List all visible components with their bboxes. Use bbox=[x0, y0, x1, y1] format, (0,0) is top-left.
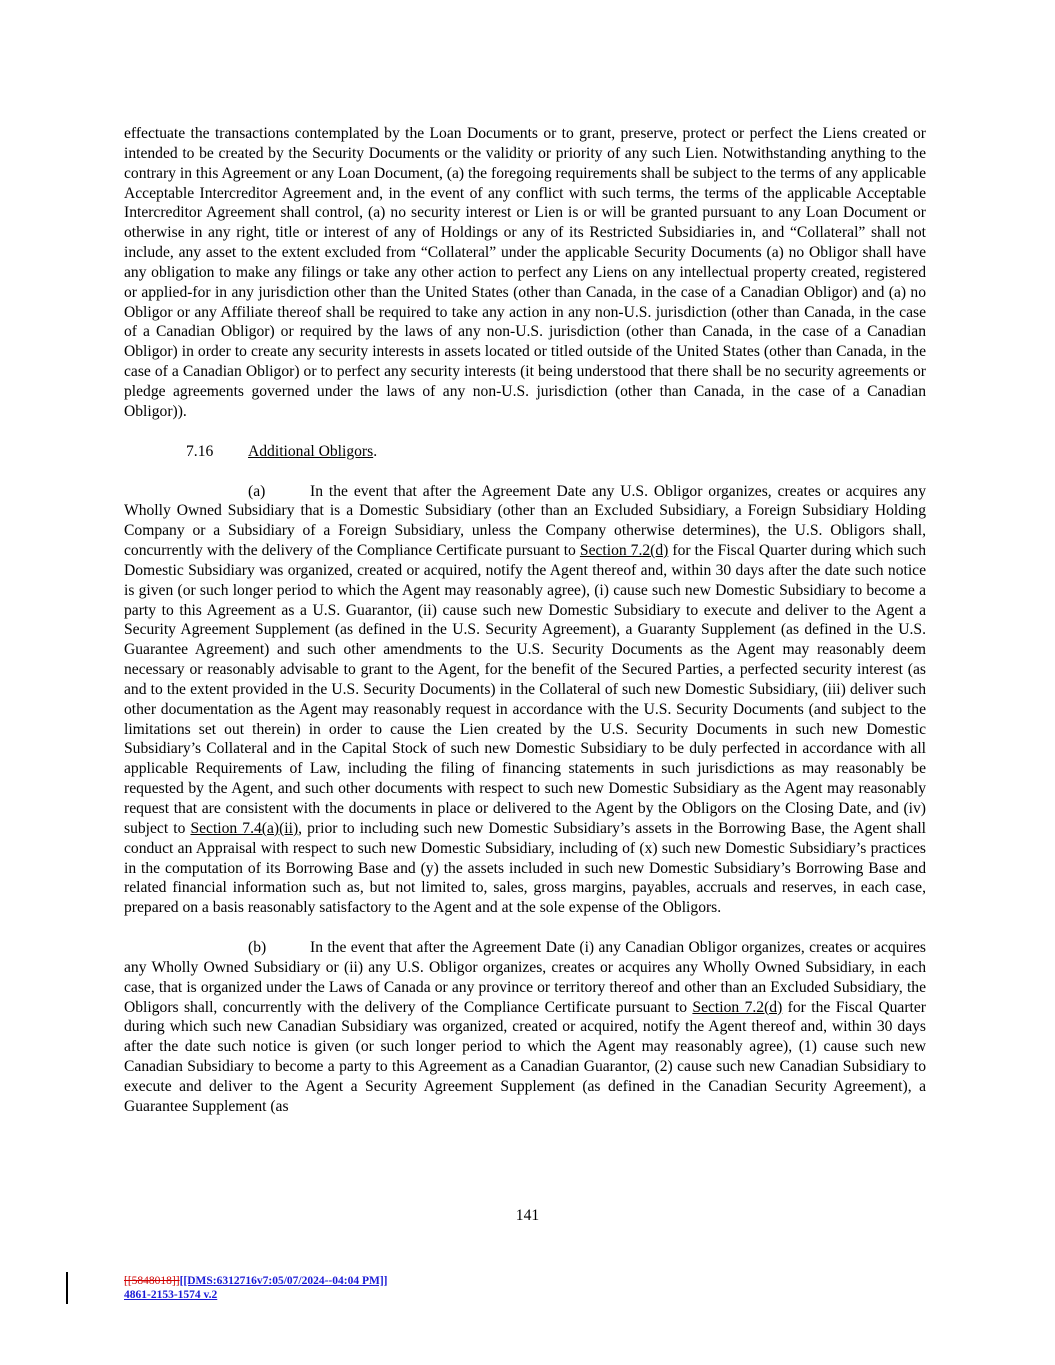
cross-reference-section-7-4aii: Section 7.4(a)(ii) bbox=[190, 819, 299, 837]
subsection-a bbox=[124, 482, 926, 919]
document-number: 4861-2153-1574 v.2 bbox=[124, 1289, 218, 1301]
subsection-a-text-3: , prior to including such new Domestic Subsidiary’s assets in the Borrowing Base, the Agent shall conduct an Appraisal with respect to such new Domestic Subsidiary, including of (x) such new Domestic Subsidiary’s practices in the computation of its Borrowing Base and (y) the assets included in such new Domestic Subsidiary’s Borrowing Base and related financial information such as, but not limited to, sales, gross margins, payables, accruals and reserves, in each case, prepared on a basis reasonably satisfactory to the Agent and at the sole expense of the Obligors. bbox=[124, 819, 926, 917]
section-number: 7.16 bbox=[186, 442, 214, 460]
deleted-document-id: [[5848018]] bbox=[124, 1275, 180, 1287]
subsection-b-label: (b) bbox=[248, 939, 267, 957]
cross-reference-section-7-2d: Section 7.2(d) bbox=[579, 542, 669, 560]
section-title: Additional Obligors bbox=[248, 442, 374, 460]
inserted-document-id: [[DMS:6312716v7:05/07/2024--04:04 PM]] bbox=[179, 1275, 388, 1287]
document-footer bbox=[124, 1274, 388, 1302]
page-number: 141 bbox=[515, 1207, 540, 1224]
section-title-suffix: . bbox=[373, 442, 378, 460]
subsection-b-text-2: for the Fiscal Quarter during which such new Canadian Subsidiary was organized, created or acquired, notify the Agent thereof and, within 30 days after the date such notice is given (or such longer period to which the Agent may reasonably agree), (1) cause such new Canadian Subsidiary to become a party to this Agreement as a Canadian Guarantor, (2) cause such new Canadian Subsidiary to execute and deliver to the Agent a Security Agreement Supplement (as defined in the Canadian Security Agreement), a Guarantee Supplement (as bbox=[124, 998, 926, 1115]
subsection-a-text-2: for the Fiscal Quarter during which such Domestic Subsidiary was organized, created or acquired, notify the Agent thereof and, within 30 days after the date such notice is given (or such longer period to which the Agent may reasonably agree), (i) cause such new Domestic Subsidiary to become a party to this Agreement as a U.S. Guarantor, (ii) cause such new Domestic Subsidiary to execute and deliver to the Agent a Security Agreement Supplement (as defined in the U.S. Security Agreement), a Guaranty Supplement (as defined in the U.S. Guarantee Agreement) and such other amendments to the U.S. Security Documents as the Agent may reasonably deem necessary or reasonably advisable to grant to the Agent, for the benefit of the Secured Parties, a perfected security interest (as and to the extent provided in the U.S. Security Documents) in the Collateral of such new Domestic Subsidiary, (iii) deliver such other documentation as the Agent may reasonably request in accordance with the U.S. Security Documents (and subject to the limitations set out therein) in order to cause the Lien created by the U.S. Security Documents in such new Domestic Subsidiary’s Collateral and in the Capital Stock of such new Domestic Subsidiary to be duly perfected in accordance with all applicable Requirements of Law, including the filing of financing statements in such jurisdictions as may reasonably be requested by the Agent, and such other documents with respect to such new Domestic Subsidiary as the Agent may reasonably request that are consistent with the documents in place or delivered to the Agent by the Obligors on the Closing Date, and (iv) subject to bbox=[124, 542, 926, 837]
paragraph-continuation: effectuate the transactions contemplated by the Loan Documents or to grant, preserve, protect or perfect the Liens created or intended to be created by the Security Documents or the validity or priority of any such Lien. Notwithstanding anything to the contrary in this Agreement or any Loan Document, (a) the foregoing requirements shall be subject to the terms of any applicable Acceptable Intercreditor Agreement and, in the event of any conflict with such terms, the terms of the applicable Acceptable Intercreditor Agreement shall control, (a) no security interest or Lien is or will be granted pursuant to any Loan Document or otherwise in any right, title or interest of any of Holdings or any of its Restricted Subsidiaries in, and “Collateral” shall not include, any asset to the extent excluded from “Collateral” under the applicable Security Documents (a) no Obligor shall have any obligation to make any filings or take any other action to perfect any Liens on any intellectual property created, registered or applied-for in any jurisdiction other than the United States (other than Canada, in the case of a Canadian Obligor) and (a) no Obligor or any Affiliate thereof shall be required to take any action in any non-U.S. jurisdiction (other than Canada, in the case of a Canadian Obligor) or required by the laws of any non-U.S. jurisdiction (other than Canada, in the case of a Canadian Obligor) in order to create any security interests in assets located or titled outside of the United States (other than Canada, in the case of a Canadian Obligor) or to perfect any security interests (it being understood that there shall be no security agreements or pledge agreements governed under the laws of any non-U.S. jurisdiction (other than Canada, in the case of a Canadian Obligor)). bbox=[124, 125, 926, 420]
document-body bbox=[124, 124, 926, 1117]
subsection-b-text-1: In the event that after the Agreement Date (i) any Canadian Obligor organizes, creates or acquires any Wholly Owned Subsidiary or (ii) any U.S. Obligor organizes, creates or acquires any Wholly Owned Subsidiary, in each case, that is organized under the Laws of Canada or any province or territory thereof and other than an Excluded Subsidiary, the Obligors shall, concurrently with the delivery of the Compliance Certificate pursuant to bbox=[124, 939, 926, 1016]
subsection-a-label: (a) bbox=[248, 482, 266, 500]
cross-reference-section-7-2d-b: Section 7.2(d) bbox=[692, 998, 783, 1016]
change-bar bbox=[66, 1272, 68, 1304]
section-heading bbox=[124, 442, 926, 462]
subsection-a-text-1: In the event that after the Agreement Date any U.S. Obligor organizes, creates or acquires any Wholly Owned Subsidiary that is a Domestic Subsidiary (other than an Excluded Subsidiary, a Foreign Subsidiary Holding Company or a Subsidiary of a Foreign Subsidiary, unless the Company otherwise determines), the U.S. Obligors shall, concurrently with the delivery of the Compliance Certificate pursuant to bbox=[124, 482, 926, 560]
subsection-b bbox=[124, 938, 926, 1117]
